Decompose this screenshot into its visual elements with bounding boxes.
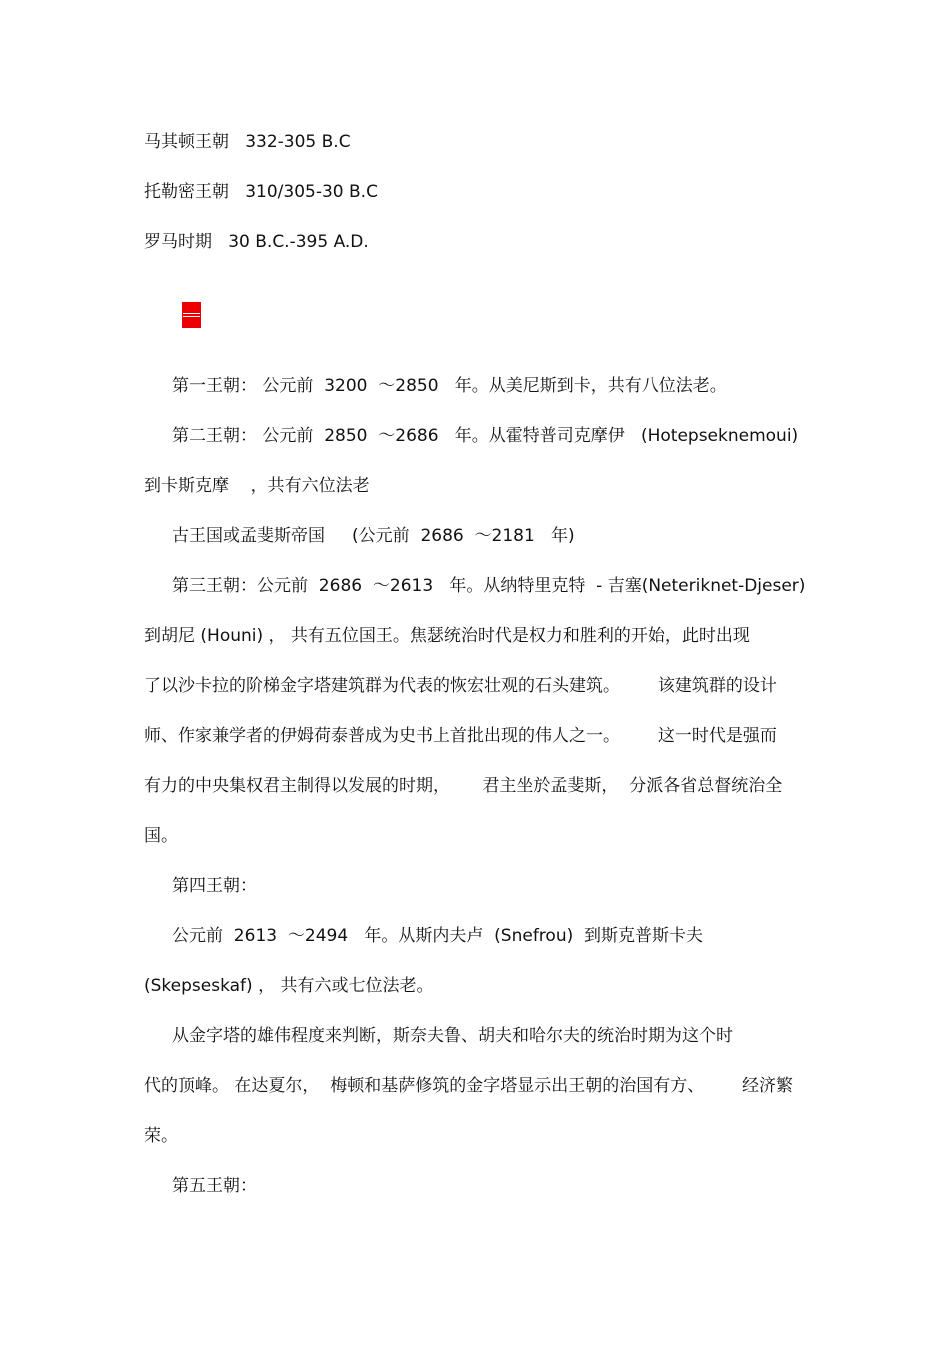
fourth-dynasty-line: 公元前 2613 ～2494 年。从斯内夫卢 (Snefrou) 到斯克普斯卡夫 [172,926,704,946]
fourth-dynasty-para-line-2: 代的顶峰。 在达夏尔， 梅顿和基萨修筑的金字塔显示出王朝的治国有方、 经济繁 [144,1076,794,1096]
second-dynasty-line-cont: 到卡斯克摩 ，共有六位法老 [144,476,370,496]
third-dynasty-line-6: 国。 [144,826,178,846]
fourth-dynasty-para-line-1: 从金字塔的雄伟程度来判断，斯奈夫鲁、胡夫和哈尔夫的统治时期为这个时 [172,1026,733,1046]
third-dynasty-line-2: 到胡尼 (Houni) ， 共有五位国王。焦瑟统治时代是权力和胜利的开始，此时出现 [144,626,750,646]
third-dynasty-line-4: 师、作家兼学者的伊姆荷泰普成为史书上首批出现的伟人之一。 这一时代是强而 [144,726,777,746]
dynasty-macedonian-line: 马其顿王朝 332-305 B.C [144,132,351,152]
third-dynasty-line: 第三王朝：公元前 2686 ～2613 年。从纳特里克特 - 吉塞(Neteriknet-Djeser) [172,576,806,596]
dynasty-ptolemaic-line: 托勒密王朝 310/305-30 B.C [144,182,378,202]
fourth-dynasty-line-2: (Skepseskaf) ， 共有六或七位法老。 [144,976,434,996]
first-dynasty-line: 第一王朝： 公元前 3200 ～2850 年。从美尼斯到卡，共有八位法老。 [172,376,727,396]
second-dynasty-line: 第二王朝： 公元前 2850 ～2686 年。从霍特普司克摩伊 (Hotepseknemoui) [172,426,799,446]
old-kingdom-heading: 古王国或孟斐斯帝国 (公元前 2686 ～2181 年) [172,526,575,546]
fifth-dynasty-heading: 第五王朝： [172,1176,257,1196]
third-dynasty-line-5: 有力的中央集权君主制得以发展的时期， 君主坐於孟斐斯， 分派各省总督统治全 [144,776,783,796]
red-marker-icon [182,302,201,328]
fourth-dynasty-para-line-3: 荣。 [144,1126,178,1146]
fourth-dynasty-heading: 第四王朝： [172,876,257,896]
roman-period-line: 罗马时期 30 B.C.-395 A.D. [144,232,369,252]
third-dynasty-line-3: 了以沙卡拉的阶梯金字塔建筑群为代表的恢宏壮观的石头建筑。 该建筑群的设计 [144,676,777,696]
